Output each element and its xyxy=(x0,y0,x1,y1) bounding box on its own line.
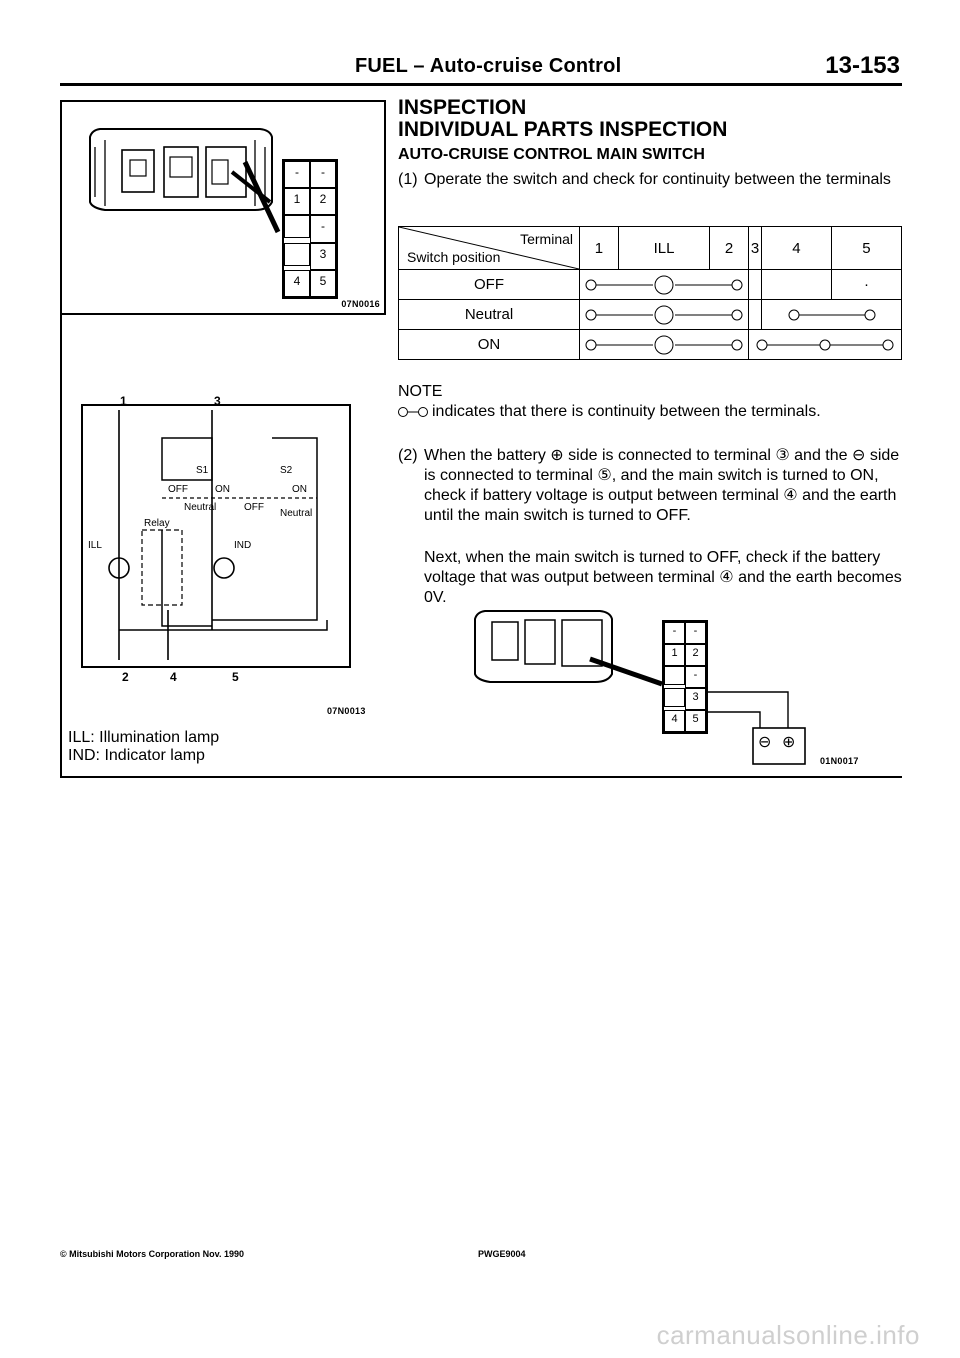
terminal-label: 3 xyxy=(214,394,221,408)
step-2-text-b: Next, when the main switch is turned to OFF, check if the battery voltage that was output between terminal ④ and the earth becomes 0V. xyxy=(424,549,902,606)
circuit-label-off: OFF xyxy=(244,502,264,513)
pin-cell: 5 xyxy=(685,710,706,732)
step-1-text: Operate the switch and check for continuity between the terminals xyxy=(424,171,891,188)
column-header: 1 xyxy=(580,227,619,270)
circuit-label-on: ON xyxy=(215,484,230,495)
column-header: 5 xyxy=(831,227,901,270)
pin-cell: - xyxy=(685,666,706,688)
figure-code: 07N0013 xyxy=(327,706,366,716)
pin-cell: - xyxy=(284,161,310,188)
figure-switch-connector xyxy=(60,100,386,315)
connector-pin-grid xyxy=(282,159,338,299)
row-label: Neutral xyxy=(399,300,580,330)
figure-legend-ill: ILL: Illumination lamp xyxy=(68,729,220,746)
circuit-drawing xyxy=(62,330,384,720)
pin-cell-wedge xyxy=(284,215,310,238)
circuit-label-off: OFF xyxy=(168,484,188,495)
continuity-table xyxy=(398,226,902,360)
empty-cell xyxy=(749,270,762,300)
pin-cell: 4 xyxy=(664,710,685,732)
pin-cell: 3 xyxy=(685,688,706,710)
continuity-line xyxy=(581,274,747,296)
continuity-cell xyxy=(580,330,749,360)
table-corner-cell xyxy=(399,227,580,270)
continuity-line xyxy=(581,334,747,356)
circuit-label-neutral: Neutral xyxy=(184,502,217,513)
continuity-cell xyxy=(580,270,749,300)
bottom-rule xyxy=(60,776,902,778)
footer-copyright: © Mitsubishi Motors Corporation Nov. 1990 xyxy=(60,1249,244,1259)
terminal-label: 5 xyxy=(232,670,239,684)
pin-cell: 4 xyxy=(284,270,310,297)
figure-code: 01N0017 xyxy=(820,756,859,766)
header-rule xyxy=(60,83,902,86)
note-title: NOTE xyxy=(398,383,443,400)
pin-cell: 3 xyxy=(310,243,336,270)
circuit-label-s2: S2 xyxy=(280,465,293,476)
terminal-label: 2 xyxy=(122,670,129,684)
circuit-label-on: ON xyxy=(292,484,307,495)
continuity-line xyxy=(782,304,882,326)
continuity-line xyxy=(750,334,900,356)
pin-cell-blank xyxy=(664,688,685,707)
pin-cell: 1 xyxy=(284,188,310,215)
pin-cell: 2 xyxy=(310,188,336,215)
terminal-label: 4 xyxy=(170,670,177,684)
subheading-main-switch: AUTO-CRUISE CONTROL MAIN SWITCH xyxy=(398,146,705,163)
circuit-label-ind: IND xyxy=(234,540,252,551)
pin-cell-wedge xyxy=(664,666,685,685)
pin-cell: 1 xyxy=(664,644,685,666)
heading-inspection: INSPECTION xyxy=(398,96,527,119)
circuit-label-neutral: Neutral xyxy=(280,508,313,519)
figure-circuit-diagram xyxy=(62,330,384,720)
page-number: 13-153 xyxy=(825,52,900,79)
step-2-text-a: When the battery ⊕ side is connected to terminal ③ and the ⊖ side is connected to terminal ⑤, and the main switch is turned to ON, check if battery voltage is output between terminal ④ and the earth until the main switch is turned to OFF. xyxy=(424,447,900,524)
step-2-number: (2) xyxy=(398,447,418,464)
pin-cell: - xyxy=(664,622,685,644)
dot-cell: · xyxy=(831,270,901,300)
column-header-terminal: Terminal xyxy=(520,231,573,247)
pin-cell: - xyxy=(685,622,706,644)
battery-minus-icon: ⊖ xyxy=(758,734,772,751)
figure-legend-ind: IND: Indicator lamp xyxy=(68,747,205,764)
connector-pin-grid xyxy=(662,620,708,734)
terminal-label: 1 xyxy=(120,394,127,408)
continuity-line xyxy=(581,304,747,326)
step-1-number: (1) xyxy=(398,171,418,188)
pin-cell: - xyxy=(310,215,336,242)
heading-individual-parts: INDIVIDUAL PARTS INSPECTION xyxy=(398,118,728,141)
pin-cell: 5 xyxy=(310,270,336,297)
row-header-switch-position: Switch position xyxy=(407,249,501,265)
page-header-title: FUEL – Auto-cruise Control xyxy=(355,55,622,77)
note-text: indicates that there is continuity between the terminals. xyxy=(432,403,821,420)
circuit-label-s1: S1 xyxy=(196,465,209,476)
empty-cell xyxy=(749,300,762,330)
continuity-cell xyxy=(580,300,749,330)
column-header: ILL xyxy=(618,227,709,270)
pin-cell-blank xyxy=(284,243,310,266)
continuity-cell xyxy=(749,330,902,360)
battery-plus-icon: ⊕ xyxy=(782,734,796,751)
pin-cell: - xyxy=(310,161,336,188)
column-header: 3 xyxy=(749,227,762,270)
pin-cell: 2 xyxy=(685,644,706,666)
figure-code: 07N0016 xyxy=(341,299,380,309)
empty-cell xyxy=(762,270,832,300)
row-label: OFF xyxy=(399,270,580,300)
footer-doc-code: PWGE9004 xyxy=(478,1249,526,1259)
figure-battery-test xyxy=(470,604,880,776)
column-header: 2 xyxy=(710,227,749,270)
continuity-cell xyxy=(762,300,902,330)
circuit-label-ill: ILL xyxy=(88,540,102,551)
row-label: ON xyxy=(399,330,580,360)
watermark: carmanualsonline.info xyxy=(656,1320,920,1350)
column-header: 4 xyxy=(762,227,832,270)
circuit-label-relay: Relay xyxy=(144,518,170,529)
